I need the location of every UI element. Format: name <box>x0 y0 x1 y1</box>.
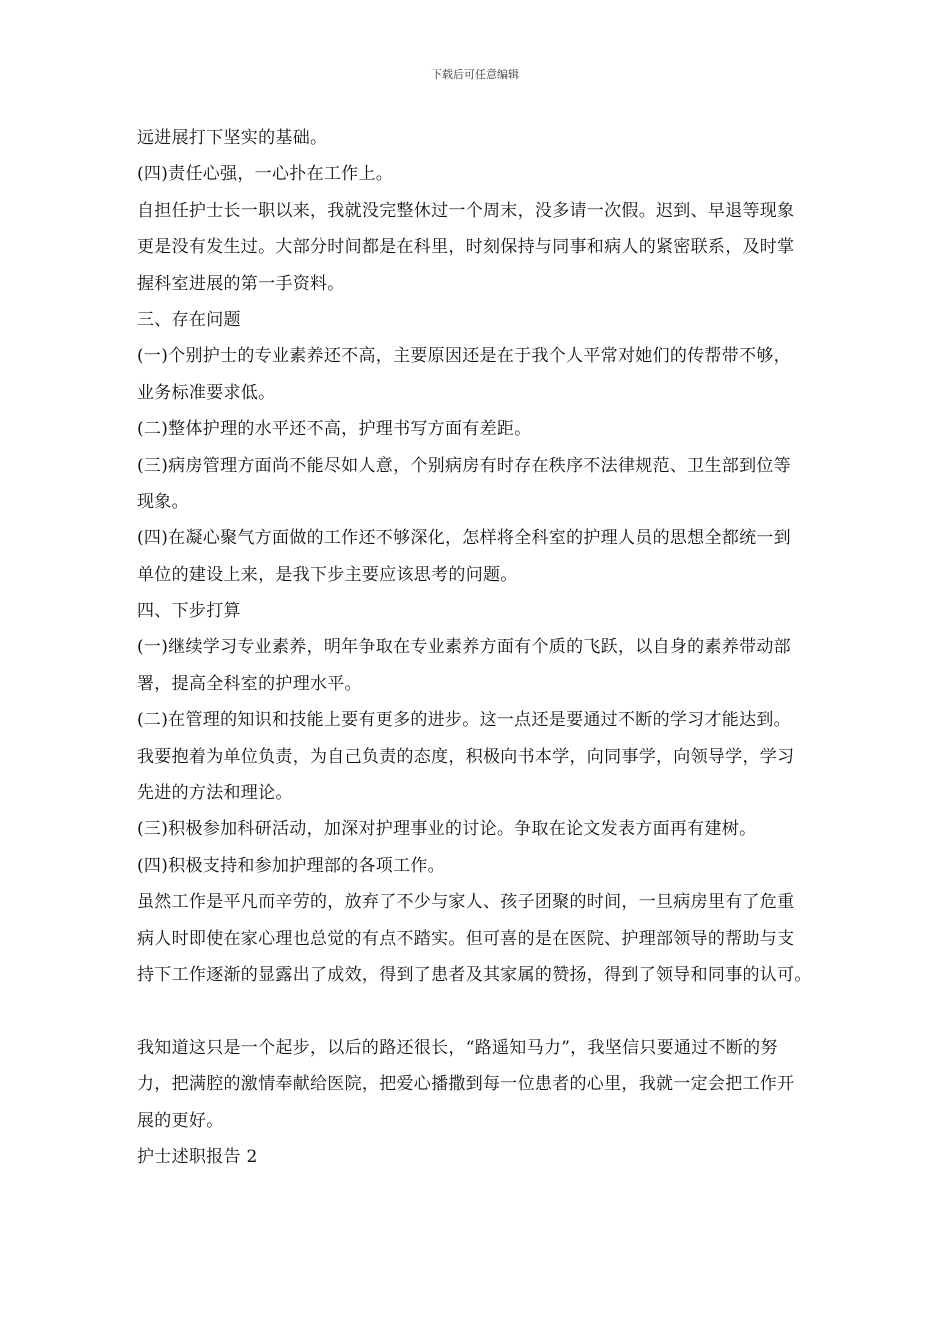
text-line: (三)病房管理方面尚不能尽如人意，个别病房有时存在秩序不法律规范、卫生部到位等 <box>137 455 791 476</box>
text-line: 我要抱着为单位负责，为自己负责的态度，积极向书本学，向同事学，向领导学，学习 <box>137 746 795 767</box>
text-line: 握科室进展的第一手资料。 <box>137 273 345 294</box>
section-title: 护士述职报告 2 <box>137 1146 258 1167</box>
text-line: 远进展打下坚实的基础。 <box>137 128 328 148</box>
text-line: (一)继续学习专业素养，明年争取在专业素养方面有个质的飞跃，以自身的素养带动部 <box>137 637 791 658</box>
text-line: 病人时即使在家心理也总觉的有点不踏实。但可喜的是在医院、护理部领导的帮助与支 <box>137 928 795 949</box>
page-header: 下载后可任意编辑 <box>431 68 519 81</box>
text-line: (四)积极支持和参加护理部的各项工作。 <box>137 855 445 876</box>
text-line: 单位的建设上来，是我下步主要应该思考的问题。 <box>137 564 518 585</box>
text-line: 持下工作逐渐的显露出了成效，得到了患者及其家属的赞扬，得到了领导和同事的认可。 <box>137 964 812 985</box>
text-line: (四)责任心强，一心扑在工作上。 <box>137 164 394 185</box>
text-line: (一)个别护士的专业素养还不高，主要原因还是在于我个人平常对她们的传帮带不够， <box>137 346 791 367</box>
text-line: 展的更好。 <box>137 1110 224 1131</box>
text-line: (四)在凝心聚气方面做的工作还不够深化，怎样将全科室的护理人员的思想全都统一到 <box>137 528 791 549</box>
text-line: 力，把满腔的激情奉献给医院，把爱心播撒到每一位患者的心里，我就一定会把工作开 <box>137 1074 795 1095</box>
text-line: (二)整体护理的水平还不高，护理书写方面有差距。 <box>137 419 532 440</box>
text-line: 现象。 <box>137 491 189 512</box>
section-heading: 三、存在问题 <box>137 309 241 330</box>
text-line: 先进的方法和理论。 <box>137 783 293 804</box>
text-line: 虽然工作是平凡而辛劳的，放弃了不少与家人、孩子团聚的时间，一旦病房里有了危重 <box>137 892 795 913</box>
text-line: 更是没有发生过。大部分时间都是在科里，时刻保持与同事和病人的紧密联系，及时掌 <box>137 237 795 258</box>
text-line: 自担任护士长一职以来，我就没完整休过一个周末，没多请一次假。迟到、早退等现象 <box>137 200 795 221</box>
blank-line <box>137 993 897 1029</box>
text-line: (三)积极参加科研活动，加深对护理事业的讨论。争取在论文发表方面再有建树。 <box>137 819 757 840</box>
text-line: 业务标准要求低。 <box>137 382 276 403</box>
section-heading: 四、下步打算 <box>137 601 241 622</box>
text-line: 署，提高全科室的护理水平。 <box>137 673 362 694</box>
document-body <box>137 120 897 1175</box>
text-line: (二)在管理的知识和技能上要有更多的进步。这一点还是要通过不断的学习才能达到。 <box>137 710 791 731</box>
text-line: 我知道这只是一个起步，以后的路还很长，“路遥知马力”，我坚信只要通过不断的努 <box>137 1037 778 1058</box>
